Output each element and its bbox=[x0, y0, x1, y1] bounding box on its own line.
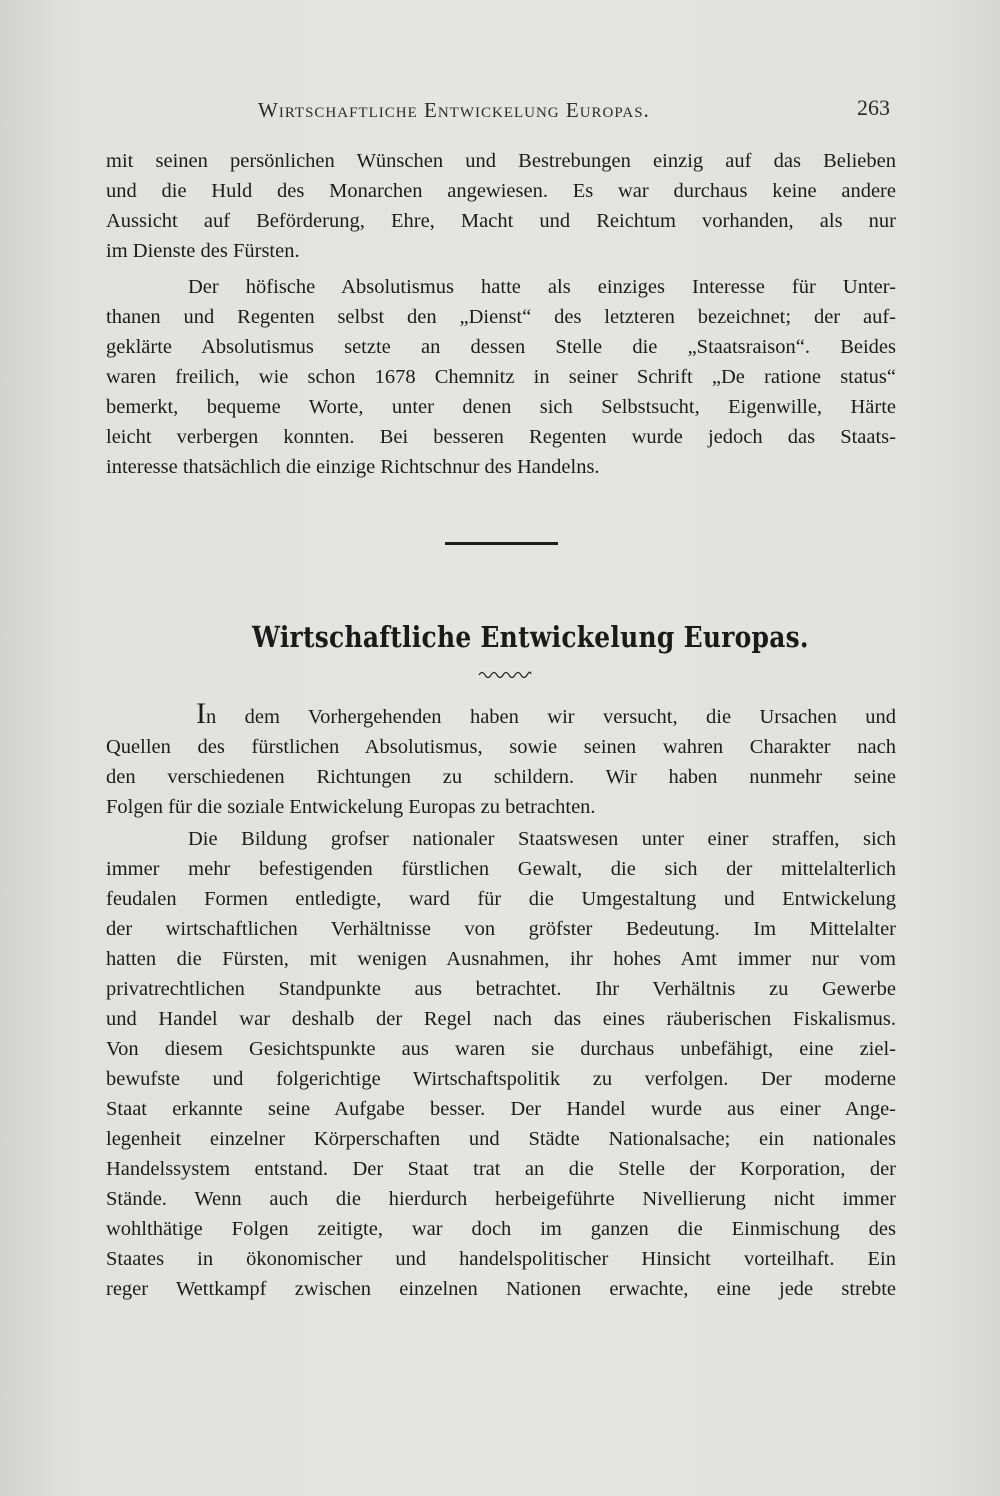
text-line: geklärte Absolutismus setzte an dessen Stelle die „Staatsraison“. Beides bbox=[106, 336, 896, 358]
text-line: mit seinen persönlichen Wünschen und Bestrebungen einzig auf das Belieben bbox=[106, 150, 896, 172]
text-line: leicht verbergen konnten. Bei besseren Regenten wurde jedoch das Staats- bbox=[106, 426, 896, 448]
section-title: Wirtschaftliche Entwickelung Europas. bbox=[252, 620, 809, 654]
text-line: Von diesem Gesichtspunkte aus waren sie durchaus unbefähigt, eine ziel- bbox=[106, 1038, 896, 1060]
text-line: hatten die Fürsten, mit wenigen Ausnahmen, ihr hohes Amt immer nur vom bbox=[106, 948, 896, 970]
text-line: legenheit einzelner Körperschaften und Städte Nationalsache; ein nationales bbox=[106, 1128, 896, 1150]
text-line: Quellen des fürstlichen Absolutismus, sowie seinen wahren Charakter nach bbox=[106, 736, 896, 758]
paragraph-state-formation bbox=[106, 824, 896, 1304]
text-line: Der höfische Absolutismus hatte als einziges Interesse für Unter- bbox=[188, 276, 896, 298]
text-line: Stände. Wenn auch die hierdurch herbeigeführte Nivellierung nicht immer bbox=[106, 1188, 896, 1210]
text-line: der wirtschaftlichen Verhältnisse von gröfster Bedeutung. Im Mittelalter bbox=[106, 918, 896, 940]
text-line: feudalen Formen entledigte, ward für die Umgestaltung und Entwickelung bbox=[106, 888, 896, 910]
text-line: interesse thatsächlich die einzige Richtschnur des Handelns. bbox=[106, 456, 600, 478]
paragraph-absolutism bbox=[106, 272, 896, 482]
ornament-squiggle-icon bbox=[478, 668, 532, 680]
text-line: privatrechtlichen Standpunkte aus betrachtet. Ihr Verhältnis zu Gewerbe bbox=[106, 978, 896, 1000]
text-line: reger Wettkampf zwischen einzelnen Nationen erwachte, eine jede strebte bbox=[106, 1278, 896, 1300]
text-line: Staates in ökonomischer und handelspolitischer Hinsicht vorteilhaft. Ein bbox=[106, 1248, 896, 1270]
paragraph-opening bbox=[106, 697, 896, 822]
section-divider-rule bbox=[445, 542, 558, 545]
drop-cap: I bbox=[196, 697, 206, 730]
text-line bbox=[106, 697, 896, 732]
text-line: waren freilich, wie schon 1678 Chemnitz in seiner Schrift „De ratione status“ bbox=[106, 366, 896, 388]
text-line: immer mehr befestigenden fürstlichen Gewalt, die sich der mittelalterlich bbox=[106, 858, 896, 880]
paragraph-continuation bbox=[106, 146, 896, 266]
text-line: Folgen für die soziale Entwickelung Europas zu betrachten. bbox=[106, 796, 596, 818]
text-line: wohlthätige Folgen zeitigte, war doch im ganzen die Einmischung des bbox=[106, 1218, 896, 1240]
text-line: im Dienste des Fürsten. bbox=[106, 240, 300, 262]
text-line: und die Huld des Monarchen angewiesen. Es war durchaus keine andere bbox=[106, 180, 896, 202]
text-line: den verschiedenen Richtungen zu schildern. Wir haben nunmehr seine bbox=[106, 766, 896, 788]
text-line: und Handel war deshalb der Regel nach das eines räuberischen Fiskalismus. bbox=[106, 1008, 896, 1030]
text-line: thanen und Regenten selbst den „Dienst“ des letzteren bezeichnet; der auf- bbox=[106, 306, 896, 328]
text-line: Staat erkannte seine Aufgabe besser. Der Handel wurde aus einer Ange- bbox=[106, 1098, 896, 1120]
text-line: Die Bildung grofser nationaler Staatswesen unter einer straffen, sich bbox=[188, 828, 896, 850]
text-line: bemerkt, bequeme Worte, unter denen sich Selbstsucht, Eigenwille, Härte bbox=[106, 396, 896, 418]
text-line: Handelssystem entstand. Der Staat trat an die Stelle der Korporation, der bbox=[106, 1158, 896, 1180]
first-line-text: n dem Vorhergehenden haben wir versucht, die Ursachen und bbox=[206, 706, 896, 728]
page-number: 263 bbox=[857, 95, 890, 120]
text-line: Aussicht auf Beförderung, Ehre, Macht und Reichtum vorhanden, als nur bbox=[106, 210, 896, 232]
text-line: bewufste und folgerichtige Wirtschaftspolitik zu verfolgen. Der moderne bbox=[106, 1068, 896, 1090]
running-head: Wirtschaftliche Entwickelung Europas. bbox=[258, 98, 650, 122]
